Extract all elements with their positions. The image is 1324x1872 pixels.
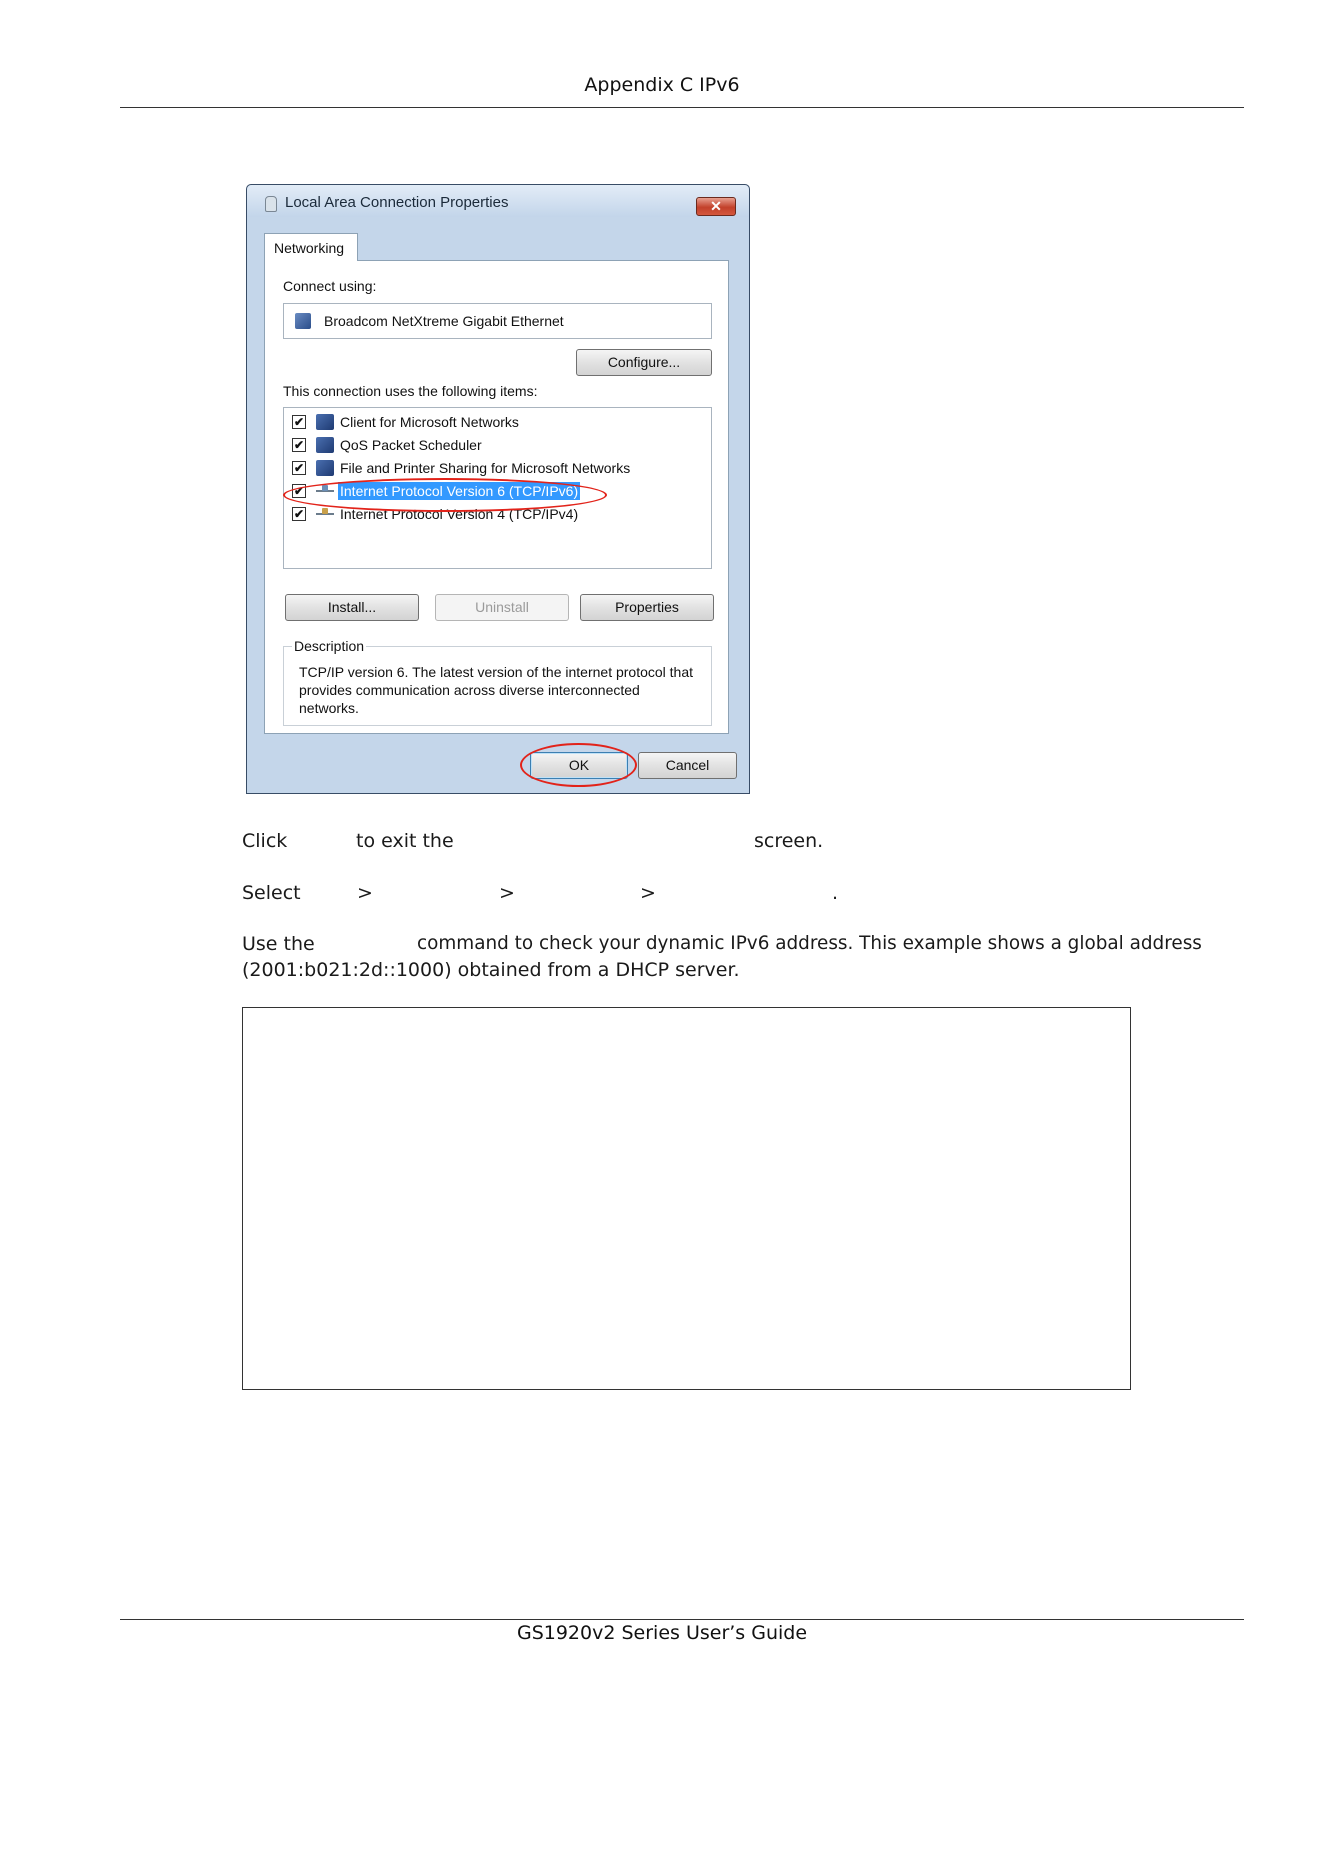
step-select-path [242, 882, 1142, 908]
page-footer-title: GS1920v2 Series User’s Guide [516, 1622, 808, 1644]
item-label: Client for Microsoft Networks [340, 414, 519, 430]
header-rule [120, 107, 1244, 108]
uninstall-button[interactable]: Uninstall [435, 594, 569, 621]
connect-using-label: Connect using: [283, 278, 377, 294]
dialog-titlebar [247, 185, 749, 217]
monitor-icon [316, 437, 334, 453]
ok-highlight-oval [520, 743, 637, 787]
step-text-continued: (2001:b021:2d::1000) obtained from a DHCP server. [242, 959, 740, 981]
item-label: Internet Protocol Version 4 (TCP/IPv4) [340, 506, 579, 522]
step-text: Click [242, 830, 288, 852]
step-text: to exit the [356, 830, 454, 852]
checkbox[interactable]: ✔ [293, 507, 305, 521]
tab-networking[interactable]: Networking [264, 233, 358, 261]
items-label: This connection uses the following items: [283, 383, 538, 399]
adapter-name: Broadcom NetXtreme Gigabit Ethernet [324, 313, 564, 329]
monitor-icon [316, 460, 334, 476]
checkbox[interactable]: ✔ [293, 438, 305, 452]
checkbox[interactable]: ✔ [293, 484, 305, 498]
protocol-icon [316, 513, 334, 515]
step-click-ok [242, 830, 1142, 856]
step-text: screen. [754, 830, 824, 852]
step-text: command to check your dynamic IPv6 address. This example shows a global address [417, 933, 1202, 954]
checkbox[interactable]: ✔ [293, 461, 305, 475]
item-label: Internet Protocol Version 6 (TCP/IPv6) [340, 483, 579, 499]
dialog-title: Local Area Connection Properties [285, 194, 509, 211]
description-group [283, 638, 712, 726]
network-adapter-icon [295, 313, 311, 329]
install-button[interactable]: Install... [285, 594, 419, 621]
step-use-command [242, 933, 1244, 959]
path-separator: > [357, 882, 373, 904]
network-connection-icon [265, 196, 277, 212]
configure-button[interactable]: Configure... [576, 349, 712, 376]
close-button[interactable]: ✕ [696, 197, 736, 216]
description-text: TCP/IP version 6. The latest version of the internet protocol that provides communication across diverse interconnected networks. [299, 664, 694, 716]
command-output-box [242, 1007, 1131, 1390]
step-text: Use the [242, 933, 315, 955]
cancel-button[interactable]: Cancel [638, 752, 737, 779]
network-client-icon [316, 414, 334, 430]
step-text: . [832, 882, 839, 904]
footer-rule [120, 1619, 1244, 1620]
local-area-connection-properties-dialog [246, 184, 750, 794]
page-header-title: Appendix C IPv6 [584, 74, 740, 96]
checkbox[interactable]: ✔ [293, 415, 305, 429]
properties-button[interactable]: Properties [580, 594, 714, 621]
step-text: Select [242, 882, 301, 904]
ipv6-highlight-oval [283, 478, 607, 512]
description-label: Description [294, 638, 365, 654]
item-label: File and Printer Sharing for Microsoft Networks [340, 460, 631, 476]
path-separator: > [499, 882, 515, 904]
path-separator: > [640, 882, 656, 904]
ok-button[interactable]: OK [530, 752, 628, 779]
adapter-field [283, 303, 712, 339]
item-label: QoS Packet Scheduler [340, 437, 482, 453]
